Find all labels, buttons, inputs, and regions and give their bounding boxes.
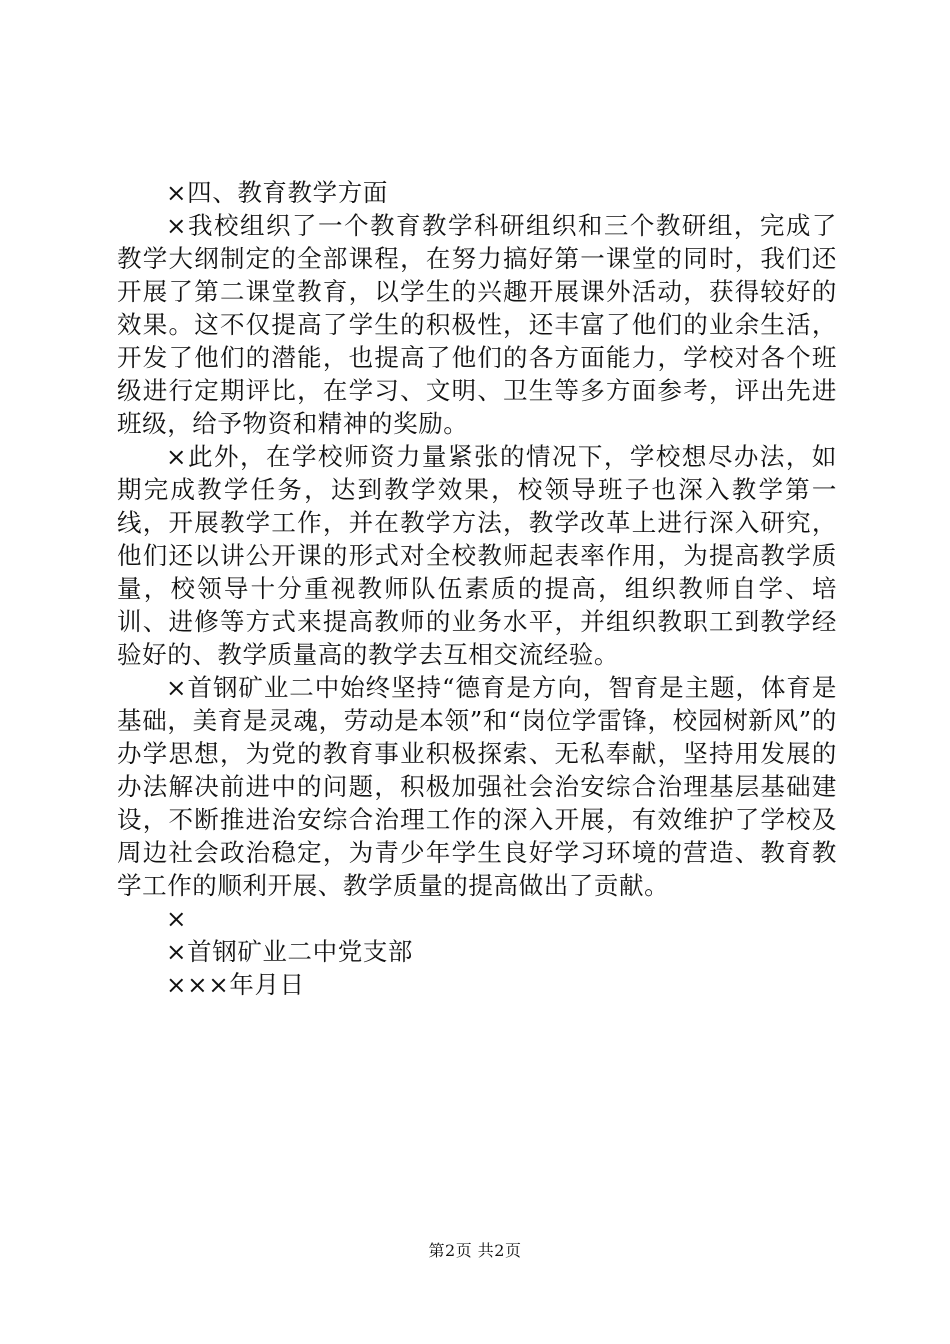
signature-date: ×××年月日 — [166, 970, 305, 999]
section-heading: ×四、教育教学方面 — [166, 178, 388, 207]
page-footer: 第2页 共2页 — [428, 1241, 522, 1260]
signature-organization: ×首钢矿业二中党支部 — [166, 937, 414, 966]
document-body — [117, 176, 837, 1001]
paragraph-teaching-organization: ×我校组织了一个教育教学科研组织和三个教研组，完成了教学大纲制定的全部课程，在努力搞好第一课堂的同时，我们还开展了第二课堂教育，以学生的兴趣开展课外活动，获得较好的效果。这不仅提高了学生的积极性，还丰富了他们的业余生活，开发了他们的潜能，也提高了他们的各方面能力，学校对各个班级进行定期评比，在学习、文明、卫生等多方面参考，评出先进班级，给予物资和精神的奖励。 — [117, 211, 837, 438]
blank-marker-line: × — [166, 904, 188, 933]
paragraph-school-philosophy: ×首钢矿业二中始终坚持“德育是方向，智育是主题，体育是基础，美育是灵魂，劳动是本领”和“岗位学雷锋，校园树新风”的办学思想，为党的教育事业积极探索、无私奉献，坚持用发展的办法解决前进中的问题，积极加强社会治安综合治理基层基础建设，不断推进治安综合治理工作的深入开展，有效维护了学校及周边社会政治稳定，为青少年学生良好学习环境的营造、教育教学工作的顺利开展、教学质量的提高做出了贡献。 — [117, 673, 837, 900]
paragraph-teaching-staff: ×此外，在学校师资力量紧张的情况下，学校想尽办法，如期完成教学任务，达到教学效果，校领导班子也深入教学第一线，开展教学工作，并在教学方法，教学改革上进行深入研究，他们还以讲公开课的形式对全校教师起表率作用，为提高教学质量，校领导十分重视教师队伍素质的提高，组织教师自学、培训、进修等方式来提高教师的业务水平，并组织教职工到教学经验好的、教学质量高的教学去互相交流经验。 — [117, 442, 837, 669]
